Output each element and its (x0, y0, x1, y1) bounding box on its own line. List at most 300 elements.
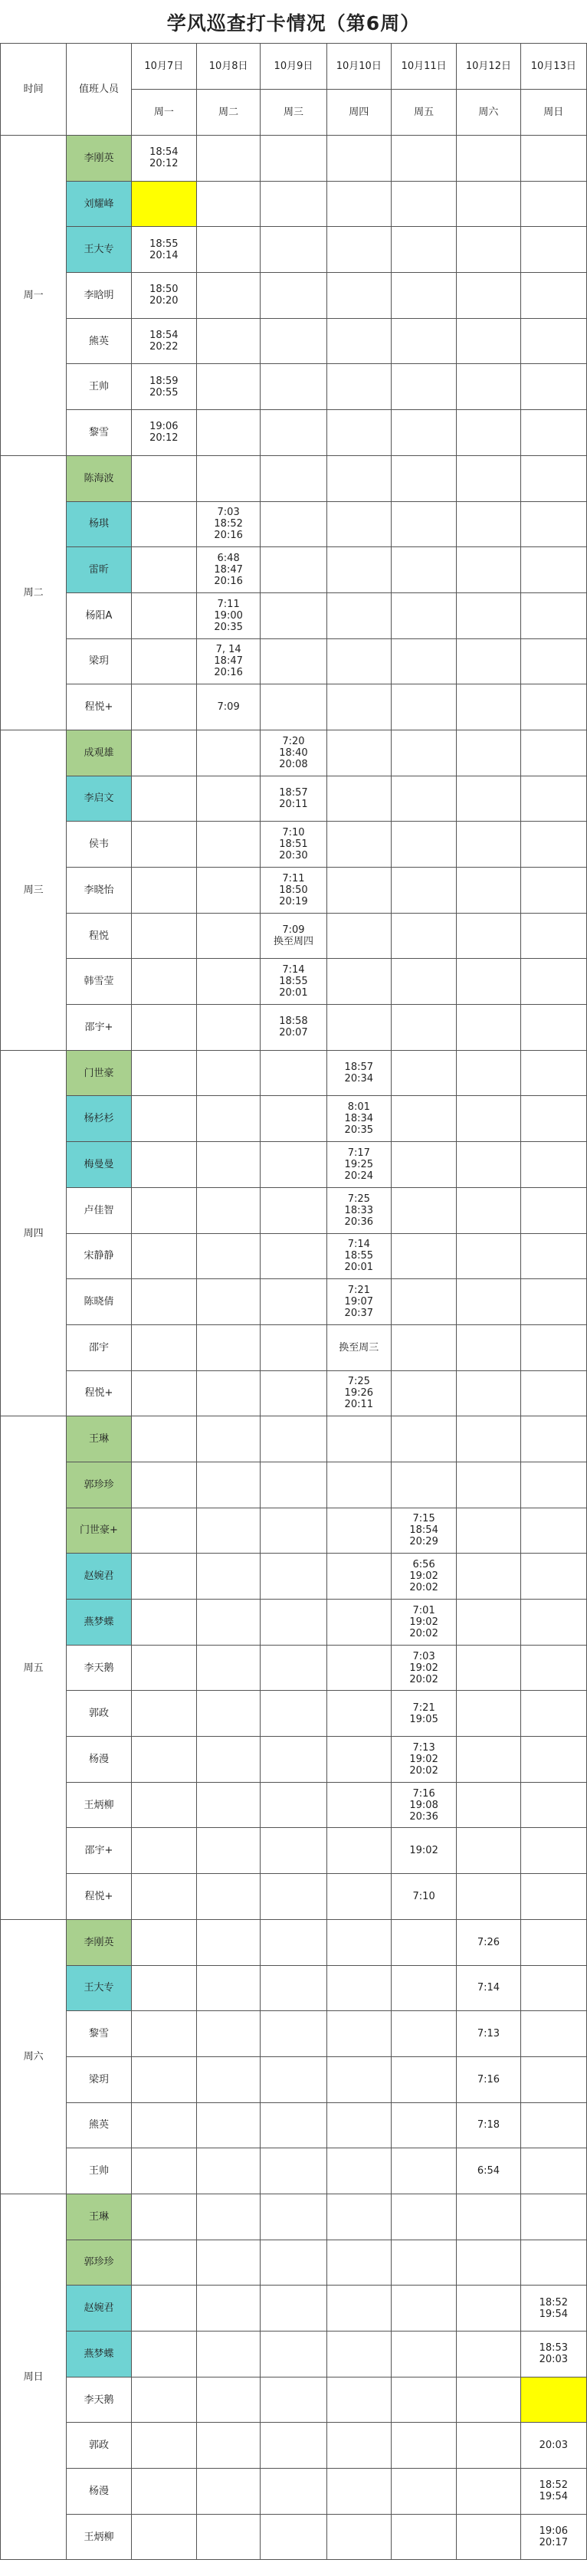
person-name: 赵婉君 (67, 2286, 131, 2332)
checkin-cell (391, 1416, 456, 1462)
checkin-cell (326, 776, 391, 822)
checkin-cell: 7:20 18:40 20:08 (261, 730, 326, 776)
person-name: 李晗明 (67, 273, 131, 319)
checkin-cell (131, 1828, 196, 1874)
checkin-cell (457, 181, 520, 227)
checkin-cell (196, 2240, 260, 2286)
checkin-cell (261, 410, 326, 456)
day-group-label: 周二 (1, 455, 67, 730)
checkin-cell (520, 2102, 586, 2148)
checkin-cell (457, 1096, 520, 1142)
checkin-cell (391, 2332, 456, 2377)
checkin-cell: 20:03 (520, 2423, 586, 2469)
checkin-cell (457, 227, 520, 273)
checkin-cell (457, 776, 520, 822)
person-name: 邵宇+ (67, 1828, 131, 1874)
checkin-cell (457, 1416, 520, 1462)
person-name: 王琳 (67, 2194, 131, 2240)
person-name: 梁玥 (67, 2056, 131, 2102)
checkin-cell (196, 776, 260, 822)
checkin-cell (196, 2056, 260, 2102)
checkin-cell: 7:17 19:25 20:24 (326, 1142, 391, 1188)
checkin-cell (520, 1691, 586, 1737)
checkin-cell (261, 1187, 326, 1233)
checkin-cell (261, 2377, 326, 2423)
table-row (1, 2514, 587, 2560)
checkin-cell (261, 273, 326, 319)
checkin-cell (457, 1508, 520, 1554)
checkin-cell (196, 2194, 260, 2240)
checkin-cell (457, 273, 520, 319)
checkin-cell (196, 410, 260, 456)
checkin-cell (457, 1005, 520, 1051)
table-row (1, 2056, 587, 2102)
checkin-cell (391, 1005, 456, 1051)
checkin-cell (131, 2240, 196, 2286)
person-name: 梅曼曼 (67, 1142, 131, 1188)
checkin-cell (520, 638, 586, 684)
checkin-cell: 7:11 19:00 20:35 (196, 592, 260, 638)
checkin-cell: 7:14 18:55 20:01 (261, 959, 326, 1005)
checkin-cell (196, 868, 260, 914)
checkin-cell (391, 318, 456, 364)
checkin-cell (261, 2148, 326, 2194)
checkin-cell (196, 1600, 260, 1646)
checkin-cell (196, 2377, 260, 2423)
table-row (1, 1324, 587, 1370)
checkin-cell (520, 1874, 586, 1920)
checkin-cell (131, 1737, 196, 1783)
checkin-cell (261, 2286, 326, 2332)
checkin-cell (261, 1691, 326, 1737)
checkin-cell (196, 1279, 260, 1325)
checkin-cell (520, 2240, 586, 2286)
table-row (1, 1737, 587, 1783)
table-row (1, 1554, 587, 1600)
checkin-cell (391, 1370, 456, 1416)
checkin-cell (131, 868, 196, 914)
checkin-cell (520, 1600, 586, 1646)
checkin-cell (196, 2423, 260, 2469)
checkin-cell (520, 227, 586, 273)
checkin-cell (196, 2286, 260, 2332)
checkin-cell (520, 410, 586, 456)
checkin-cell (391, 1462, 456, 1508)
table-row (1, 1050, 587, 1096)
checkin-cell (261, 2102, 326, 2148)
checkin-cell (391, 1050, 456, 1096)
checkin-cell (520, 1965, 586, 2011)
person-name: 门世豪 (67, 1050, 131, 1096)
checkin-cell (520, 1187, 586, 1233)
table-row (1, 2240, 587, 2286)
checkin-cell (131, 547, 196, 593)
checkin-cell: 18:57 20:34 (326, 1050, 391, 1096)
checkin-cell (326, 2056, 391, 2102)
checkin-cell (520, 1279, 586, 1325)
person-name: 杨漫 (67, 2469, 131, 2515)
checkin-cell (391, 136, 456, 182)
person-name: 韩雪莹 (67, 959, 131, 1005)
checkin-cell (457, 1828, 520, 1874)
header-weekday: 周三 (261, 90, 326, 136)
checkin-cell (326, 1600, 391, 1646)
checkin-cell (520, 2148, 586, 2194)
checkin-cell (261, 1142, 326, 1188)
header-weekday: 周一 (131, 90, 196, 136)
table-row (1, 2469, 587, 2515)
checkin-cell (131, 1508, 196, 1554)
checkin-cell: 7:10 18:51 20:30 (261, 822, 326, 868)
checkin-cell (326, 410, 391, 456)
header-date: 10月13日 (520, 44, 586, 90)
checkin-cell: 18:55 20:14 (131, 227, 196, 273)
person-name: 王帅 (67, 364, 131, 410)
checkin-cell (457, 1645, 520, 1691)
person-name: 李天鹅 (67, 2377, 131, 2423)
checkin-cell (326, 1737, 391, 1783)
person-name: 熊英 (67, 318, 131, 364)
checkin-cell (391, 501, 456, 547)
patrol-checkin-table (0, 43, 587, 2560)
checkin-cell (391, 2286, 456, 2332)
checkin-cell (196, 1554, 260, 1600)
checkin-cell (520, 684, 586, 730)
table-row (1, 2332, 587, 2377)
checkin-cell: 换至周三 (326, 1324, 391, 1370)
checkin-cell (261, 364, 326, 410)
checkin-cell (261, 1874, 326, 1920)
checkin-cell: 7:11 18:50 20:19 (261, 868, 326, 914)
checkin-cell (326, 136, 391, 182)
checkin-cell (196, 1096, 260, 1142)
person-name: 邵宇 (67, 1324, 131, 1370)
checkin-cell (131, 1691, 196, 1737)
checkin-cell (457, 1782, 520, 1828)
checkin-cell (131, 1965, 196, 2011)
checkin-cell (131, 592, 196, 638)
checkin-cell (131, 2286, 196, 2332)
checkin-cell (196, 273, 260, 319)
checkin-cell (326, 2194, 391, 2240)
table-row (1, 2194, 587, 2240)
table-row (1, 2011, 587, 2057)
checkin-cell (457, 913, 520, 959)
checkin-cell (520, 1096, 586, 1142)
checkin-cell (131, 1005, 196, 1051)
checkin-cell (520, 547, 586, 593)
checkin-cell: 7, 14 18:47 20:16 (196, 638, 260, 684)
checkin-cell: 7:13 19:02 20:02 (391, 1737, 456, 1783)
checkin-cell (326, 2332, 391, 2377)
day-group-label: 周日 (1, 2194, 67, 2560)
checkin-cell (520, 273, 586, 319)
checkin-cell (196, 1737, 260, 1783)
checkin-cell (326, 2423, 391, 2469)
checkin-cell (131, 2011, 196, 2057)
checkin-cell (261, 2332, 326, 2377)
checkin-cell: 18:54 20:22 (131, 318, 196, 364)
checkin-cell (391, 959, 456, 1005)
checkin-cell (520, 1142, 586, 1188)
checkin-cell (131, 1096, 196, 1142)
checkin-cell (391, 455, 456, 501)
checkin-cell (261, 1233, 326, 1279)
checkin-cell (457, 822, 520, 868)
checkin-cell (196, 1233, 260, 1279)
checkin-cell (131, 1416, 196, 1462)
checkin-cell (196, 2011, 260, 2057)
person-name: 陈海波 (67, 455, 131, 501)
checkin-cell (326, 1645, 391, 1691)
checkin-cell (131, 455, 196, 501)
checkin-cell (457, 1187, 520, 1233)
header-date: 10月12日 (457, 44, 520, 90)
checkin-cell (326, 638, 391, 684)
table-row (1, 1370, 587, 1416)
checkin-cell (391, 1965, 456, 2011)
table-row (1, 1462, 587, 1508)
checkin-cell (520, 592, 586, 638)
table-row (1, 547, 587, 593)
header-person: 值班人员 (67, 44, 131, 136)
checkin-cell: 7:25 18:33 20:36 (326, 1187, 391, 1233)
checkin-cell (457, 1050, 520, 1096)
person-name: 黎雪 (67, 410, 131, 456)
table-row (1, 501, 587, 547)
checkin-cell (131, 730, 196, 776)
checkin-cell (457, 2194, 520, 2240)
table-row (1, 181, 587, 227)
checkin-cell (196, 318, 260, 364)
table-row (1, 273, 587, 319)
table-row (1, 1828, 587, 1874)
checkin-cell (196, 364, 260, 410)
table-row (1, 1874, 587, 1920)
page-title: 学风巡查打卡情况（第6周） (166, 12, 421, 34)
checkin-cell (326, 318, 391, 364)
checkin-cell: 7:16 19:08 20:36 (391, 1782, 456, 1828)
checkin-cell (520, 455, 586, 501)
checkin-cell: 7:21 19:05 (391, 1691, 456, 1737)
checkin-cell (196, 1416, 260, 1462)
checkin-cell (391, 776, 456, 822)
person-name: 程悦+ (67, 1874, 131, 1920)
checkin-cell (131, 181, 196, 227)
person-name: 杨杉杉 (67, 1096, 131, 1142)
checkin-cell: 7:10 (391, 1874, 456, 1920)
checkin-cell (391, 181, 456, 227)
person-name: 陈晓倩 (67, 1279, 131, 1325)
checkin-cell (131, 2102, 196, 2148)
person-name: 成观雄 (67, 730, 131, 776)
checkin-cell (520, 1645, 586, 1691)
checkin-cell (457, 2423, 520, 2469)
checkin-cell: 7:03 18:52 20:16 (196, 501, 260, 547)
table-row (1, 868, 587, 914)
person-name: 梁玥 (67, 638, 131, 684)
checkin-cell (391, 822, 456, 868)
person-name: 燕梦蝶 (67, 2332, 131, 2377)
checkin-cell (520, 2377, 586, 2423)
table-row (1, 227, 587, 273)
checkin-cell (261, 1370, 326, 1416)
checkin-cell (457, 1600, 520, 1646)
checkin-cell (196, 1965, 260, 2011)
table-row (1, 2102, 587, 2148)
header-row-dates (1, 44, 587, 90)
checkin-cell (131, 501, 196, 547)
checkin-cell (196, 1050, 260, 1096)
checkin-cell (131, 2469, 196, 2515)
checkin-cell (261, 1645, 326, 1691)
checkin-cell (520, 1919, 586, 1965)
header-weekday: 周四 (326, 90, 391, 136)
checkin-cell (391, 2148, 456, 2194)
checkin-cell (131, 638, 196, 684)
checkin-cell (261, 592, 326, 638)
checkin-cell (261, 547, 326, 593)
checkin-cell (391, 1142, 456, 1188)
table-row (1, 1233, 587, 1279)
checkin-cell (326, 1965, 391, 2011)
checkin-cell (520, 1005, 586, 1051)
checkin-cell (391, 2011, 456, 2057)
checkin-cell (196, 227, 260, 273)
checkin-cell (391, 638, 456, 684)
table-row (1, 1965, 587, 2011)
checkin-cell (326, 2102, 391, 2148)
checkin-cell: 6:48 18:47 20:16 (196, 547, 260, 593)
checkin-cell (520, 822, 586, 868)
checkin-cell (391, 1324, 456, 1370)
checkin-cell (391, 273, 456, 319)
checkin-cell: 18:59 20:55 (131, 364, 196, 410)
checkin-cell (457, 501, 520, 547)
checkin-cell: 18:58 20:07 (261, 1005, 326, 1051)
checkin-cell (326, 455, 391, 501)
checkin-cell (131, 2056, 196, 2102)
checkin-cell (196, 1645, 260, 1691)
header-date: 10月8日 (196, 44, 260, 90)
checkin-cell (457, 1462, 520, 1508)
header-date: 10月11日 (391, 44, 456, 90)
checkin-cell (457, 1233, 520, 1279)
person-name: 门世豪+ (67, 1508, 131, 1554)
checkin-cell: 18:53 20:03 (520, 2332, 586, 2377)
checkin-cell: 19:06 20:12 (131, 410, 196, 456)
checkin-cell (131, 1142, 196, 1188)
checkin-cell (196, 181, 260, 227)
checkin-cell (326, 364, 391, 410)
checkin-cell (196, 2332, 260, 2377)
checkin-cell (131, 684, 196, 730)
checkin-cell (326, 822, 391, 868)
checkin-cell (131, 2148, 196, 2194)
checkin-cell (457, 318, 520, 364)
checkin-cell (326, 1828, 391, 1874)
checkin-cell (457, 1691, 520, 1737)
table-row (1, 776, 587, 822)
table-row (1, 364, 587, 410)
checkin-cell (391, 2240, 456, 2286)
table-row (1, 318, 587, 364)
checkin-cell (196, 2148, 260, 2194)
checkin-cell: 19:06 20:17 (520, 2514, 586, 2560)
table-row (1, 1279, 587, 1325)
checkin-cell (457, 1370, 520, 1416)
checkin-cell (391, 364, 456, 410)
checkin-cell (261, 1737, 326, 1783)
table-row (1, 959, 587, 1005)
checkin-cell (131, 959, 196, 1005)
checkin-cell (457, 1737, 520, 1783)
checkin-cell (196, 1370, 260, 1416)
day-group-label: 周四 (1, 1050, 67, 1416)
person-name: 李刚英 (67, 1919, 131, 1965)
table-row (1, 730, 587, 776)
checkin-cell (196, 822, 260, 868)
checkin-cell (261, 1600, 326, 1646)
checkin-cell (261, 1965, 326, 2011)
checkin-cell: 8:01 18:34 20:35 (326, 1096, 391, 1142)
person-name: 杨阳A (67, 592, 131, 638)
checkin-cell (326, 181, 391, 227)
checkin-cell (391, 730, 456, 776)
checkin-cell (520, 318, 586, 364)
header-date: 10月7日 (131, 44, 196, 90)
checkin-cell (261, 1050, 326, 1096)
checkin-cell (326, 2286, 391, 2332)
checkin-cell (326, 1874, 391, 1920)
checkin-cell (391, 1096, 456, 1142)
checkin-cell (457, 638, 520, 684)
checkin-cell (196, 1142, 260, 1188)
person-name: 李天鹅 (67, 1645, 131, 1691)
checkin-cell (520, 364, 586, 410)
checkin-cell (326, 730, 391, 776)
checkin-cell (261, 2423, 326, 2469)
checkin-cell (261, 1782, 326, 1828)
person-name: 杨琪 (67, 501, 131, 547)
checkin-cell (326, 2148, 391, 2194)
checkin-cell: 7:09 换至周四 (261, 913, 326, 959)
checkin-cell (131, 1279, 196, 1325)
checkin-cell (391, 868, 456, 914)
checkin-cell (131, 822, 196, 868)
checkin-cell: 18:57 20:11 (261, 776, 326, 822)
table-row (1, 1782, 587, 1828)
checkin-cell (196, 959, 260, 1005)
checkin-cell (261, 227, 326, 273)
checkin-cell (261, 1279, 326, 1325)
checkin-cell (391, 1279, 456, 1325)
checkin-cell (520, 1737, 586, 1783)
checkin-cell (391, 410, 456, 456)
checkin-cell (261, 501, 326, 547)
checkin-cell (520, 1370, 586, 1416)
checkin-cell (131, 776, 196, 822)
checkin-cell: 18:52 19:54 (520, 2469, 586, 2515)
checkin-cell (131, 2194, 196, 2240)
day-group-label: 周六 (1, 1919, 67, 2194)
checkin-cell (261, 1554, 326, 1600)
checkin-cell (261, 2011, 326, 2057)
table-row (1, 455, 587, 501)
header-weekday: 周二 (196, 90, 260, 136)
checkin-cell (131, 1050, 196, 1096)
checkin-cell (261, 2469, 326, 2515)
